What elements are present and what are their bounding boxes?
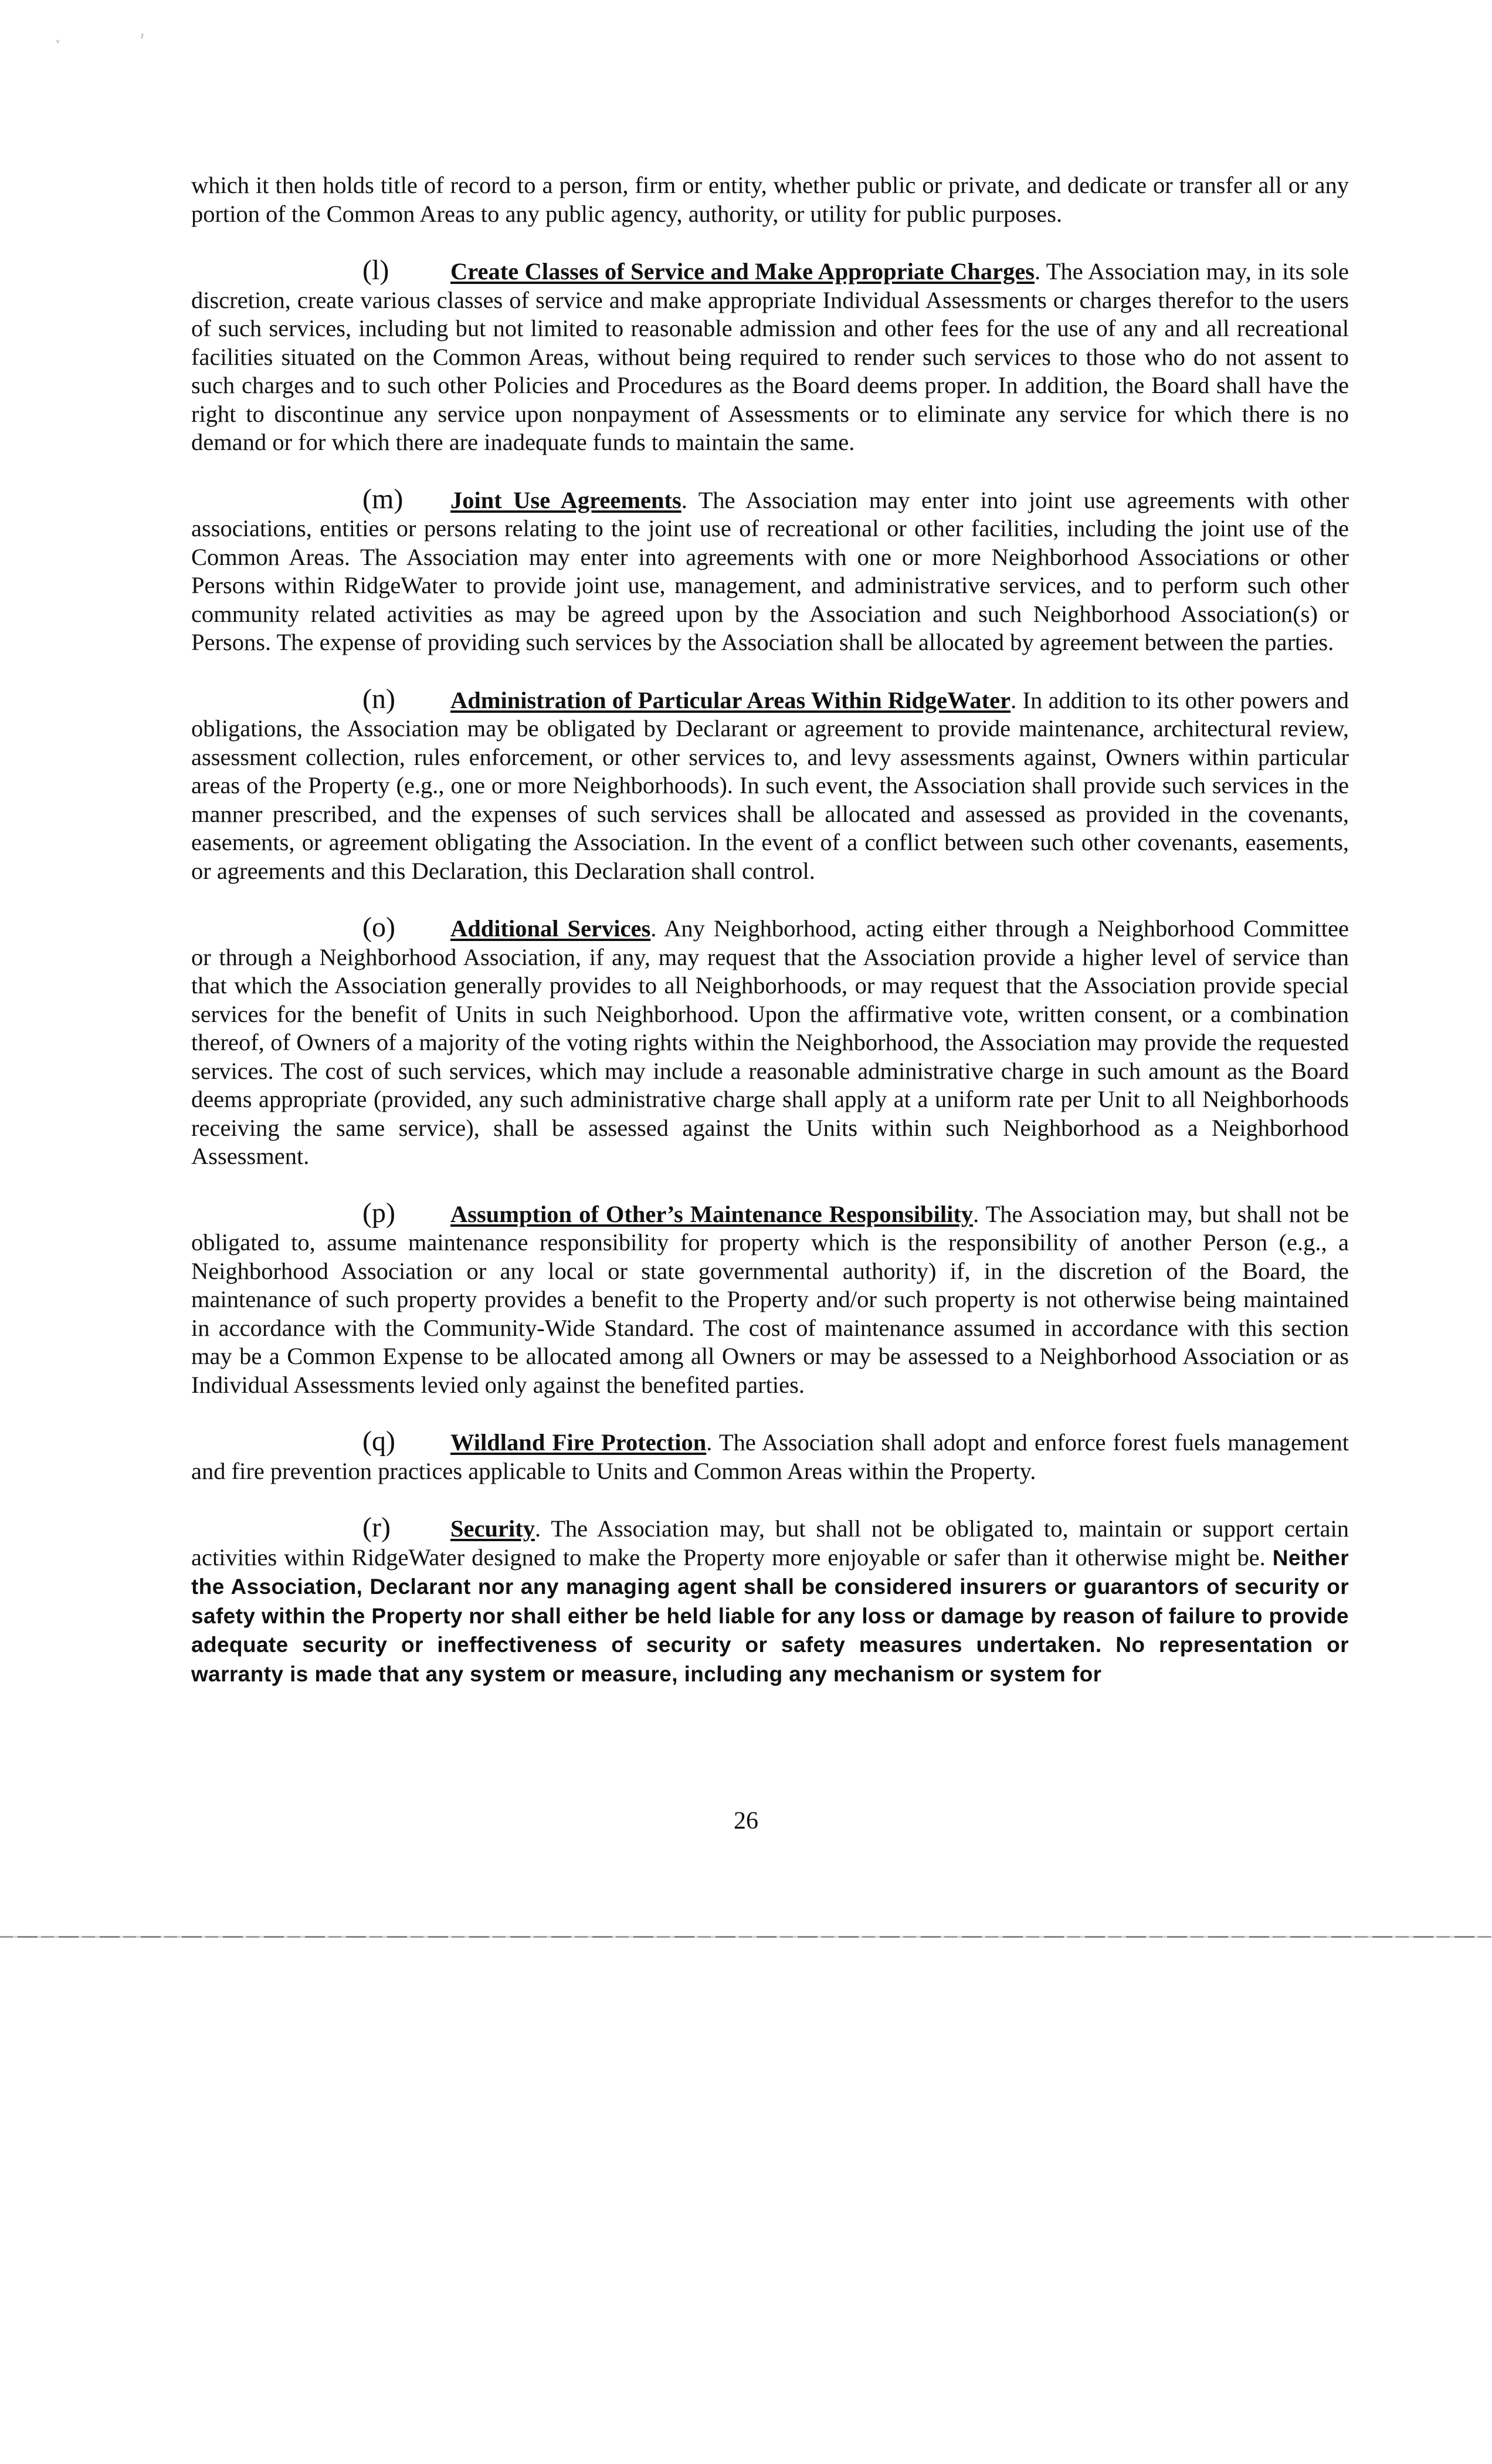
scan-edge-line — [0, 1936, 1492, 1938]
section-q — [191, 1427, 1349, 1485]
section-l — [191, 256, 1349, 457]
section-p-body: . The Association may, but shall not be obligated to, assume maintenance responsibility for property which is the responsibility of another Person (e.g., a Neighborhood Association or any local or state governmental authority) if, in the discretion of the Board, the maintenance of such property provides a benefit to the Property and/or such property is not otherwise being maintained in accordance with the Community-Wide Standard. The cost of maintenance assumed in accordance with this section may be a Common Expense to be allocated among all Owners or may be assessed to a Neighborhood Association or as Individual Assessments levied only against the benefited parties. — [191, 1200, 1349, 1398]
section-m-letter: (m) — [362, 483, 403, 515]
section-r-letter: (r) — [362, 1512, 391, 1543]
section-q-letter: (q) — [362, 1426, 395, 1457]
section-n-letter: (n) — [362, 683, 395, 715]
section-l-body: . The Association may, in its sole discretion, create various classes of service and make appropriate Individual Assessments or charges therefor to the users of such services, including but not limited to reasonable admission and other fees for the use of any and all recreational facilities situated on the Common Areas, without being required to render such services to those who do not assent to such charges and to such other Policies and Procedures as the Board deems proper. In addition, the Board shall have the right to discontinue any service upon nonpayment of Assessments or to eliminate any service for which there is no demand or for which there are inadequate funds to maintain the same. — [191, 258, 1349, 455]
section-r-disclaimer: Neither the Association, Declarant nor any managing agent shall be considered insurers or guarantors of security or safety within the Property nor shall either be held liable for any loss or damage by reason of failure to provide adequate security or ineffectiveness of security or safety measures undertaken. No representation or warranty is made that any system or measure, including any mechanism or system for — [191, 1545, 1349, 1686]
page-number: 26 — [734, 1808, 758, 1835]
scan-mark-left: ᵥ — [56, 33, 60, 45]
section-p-heading: Assumption of Other’s Maintenance Responsibility — [450, 1200, 974, 1227]
section-o — [191, 913, 1349, 1171]
section-p-letter: (p) — [362, 1197, 395, 1228]
section-q-body: . The Association shall adopt and enforce forest fuels management and fire prevention practices applicable to Units and Common Areas within the Property. — [191, 1429, 1349, 1484]
document-body — [191, 171, 1349, 1688]
section-l-heading: Create Classes of Service and Make Appropriate Charges — [450, 258, 1035, 285]
section-n — [191, 685, 1349, 886]
section-p — [191, 1199, 1349, 1400]
section-o-heading: Additional Services — [450, 915, 651, 942]
section-q-heading: Wildland Fire Protection — [450, 1429, 707, 1456]
section-l-letter: (l) — [362, 255, 389, 286]
section-o-body: . Any Neighborhood, acting either through a Neighborhood Committee or through a Neighborhood Association, if any, may request that the Association provide a higher level of service than that which the Association generally provides to all Neighborhoods, or may request that the Association provide special services for the benefit of Units in such Neighborhood. Upon the affirmative vote, written consent, or a combination thereof, of Owners of a majority of the voting rights within the Neighborhood, the Association may provide the requested services. The cost of such services, which may include a reasonable administrative charge in such amount as the Board deems appropriate (provided, any such administrative charge shall apply at a uniform rate per Unit to all Neighborhoods receiving the same service), shall be assessed against the Units within such Neighborhood as a Neighborhood Assessment. — [191, 915, 1349, 1169]
section-o-letter: (o) — [362, 912, 395, 943]
section-r-heading: Security — [450, 1515, 535, 1542]
section-r — [191, 1514, 1349, 1688]
section-m — [191, 485, 1349, 657]
continuation-paragraph: which it then holds title of record to a person, firm or entity, whether public or private, and dedicate or transfer all or any portion of the Common Areas to any public agency, authority, or utility for public purposes. — [191, 172, 1349, 227]
section-n-body: . In addition to its other powers and obligations, the Association may be obligated by Declarant or agreement to provide maintenance, architectural review, assessment collection, rules enforcement, or other services to, and levy assessments against, Owners within particular areas of the Property (e.g., one or more Neighborhoods). In such event, the Association shall provide such services in the manner prescribed, and the expenses of such services shall be allocated and assessed as provided in the covenants, easements, or agreement obligating the Association. In the event of a conflict between such other covenants, easements, or agreements and this Declaration, this Declaration shall control. — [191, 686, 1349, 884]
section-r-body: . The Association may, but shall not be obligated to, maintain or support certain activities within RidgeWater designed to make the Property more enjoyable or safer than it otherwise might be. — [191, 1515, 1349, 1571]
section-m-body: . The Association may enter into joint use agreements with other associations, entities or persons relating to the joint use of recreational or other facilities, including the joint use of the Common Areas. The Association may enter into agreements with one or more Neighborhood Associations or other Persons within RidgeWater to provide joint use, management, and administrative services, and to perform such other community related activities as may be agreed upon by the Association and such Neighborhood Association(s) or Persons. The expense of providing such services by the Association shall be allocated by agreement between the parties. — [191, 486, 1349, 655]
section-m-heading: Joint Use Agreements — [450, 486, 681, 513]
scan-mark-right: ˀ — [141, 32, 144, 43]
section-n-heading: Administration of Particular Areas Within RidgeWater — [450, 686, 1011, 713]
